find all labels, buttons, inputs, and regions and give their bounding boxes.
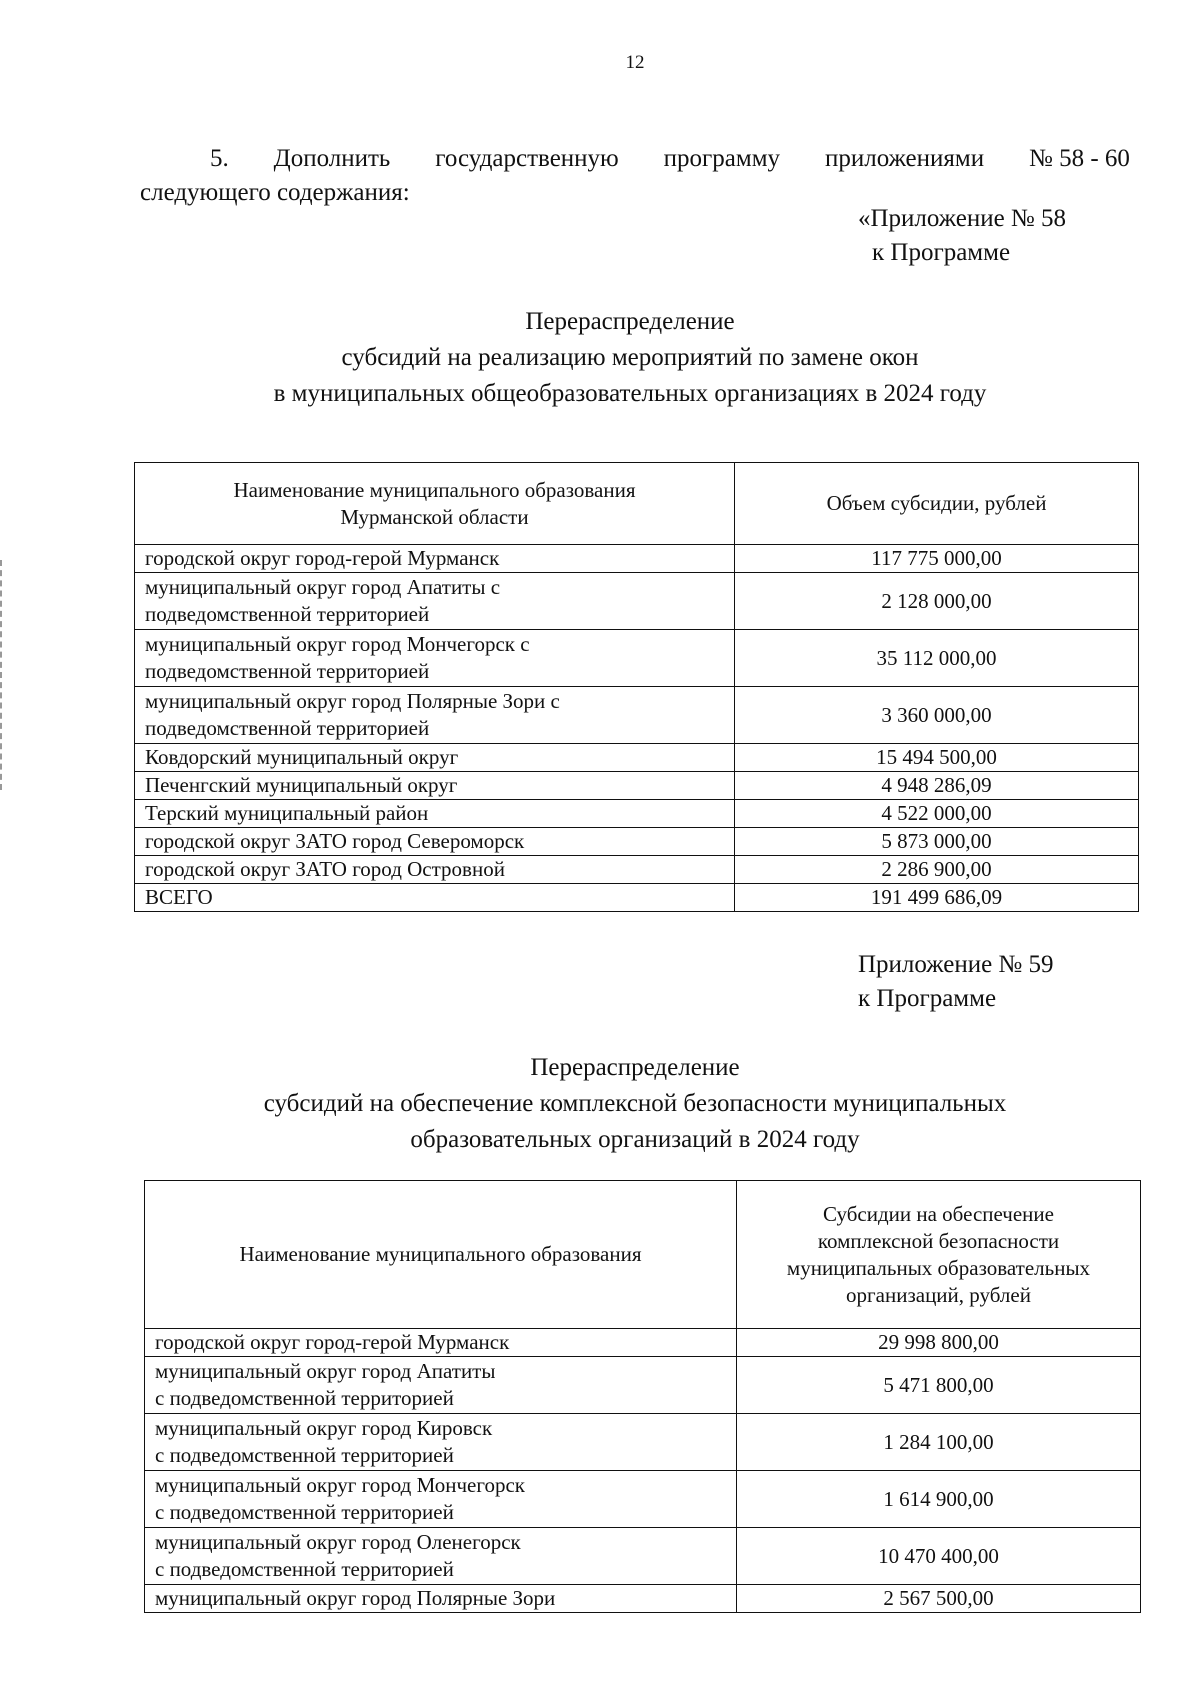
row-name: ВСЕГО (135, 884, 735, 912)
row-name: муниципальный округ город Мончегорск с подведомственной территорией (145, 1471, 737, 1528)
row-value: 1 614 900,00 (737, 1471, 1141, 1528)
row-value: 5 873 000,00 (735, 828, 1139, 856)
row-value: 5 471 800,00 (737, 1357, 1141, 1414)
annex58-title-line3: в муниципальных общеобразовательных организациях в 2024 году (273, 380, 987, 407)
annex59-title-line2: субсидий на обеспечение комплексной безопасности муниципальных (263, 1090, 1007, 1117)
row-value: 2 567 500,00 (737, 1585, 1141, 1613)
table-row (135, 856, 1139, 884)
table-row (135, 687, 1139, 744)
page-number: 12 (625, 52, 645, 73)
annex58-header-row (135, 463, 1139, 545)
row-value: 15 494 500,00 (735, 744, 1139, 772)
row-value: 191 499 686,09 (735, 884, 1139, 912)
row-name: муниципальный округ город Апатиты с подведомственной территорией (145, 1357, 737, 1414)
table-row (135, 744, 1139, 772)
annex58-title (135, 304, 1125, 412)
row-name: муниципальный округ город Апатиты с подведомственной территорией (135, 573, 735, 630)
annex59-line1: Приложение № 59 (858, 951, 1054, 978)
table-row (135, 630, 1139, 687)
row-name: муниципальный округ город Полярные Зори с подведомственной территорией (135, 687, 735, 744)
intro-word: приложениями (824, 145, 985, 172)
annex58-line1: «Приложение № 58 (858, 205, 1067, 232)
row-name: Терский муниципальный район (135, 800, 735, 828)
table-row (145, 1528, 1141, 1585)
intro-word: программу (663, 145, 781, 172)
row-name: Ковдорский муниципальный округ (135, 744, 735, 772)
intro-word: № 58 - 60 (1029, 145, 1130, 172)
intro-word: 5. (210, 145, 229, 172)
annex59-title-line1: Перераспределение (530, 1054, 740, 1081)
table-row (145, 1585, 1141, 1613)
row-value: 1 284 100,00 (737, 1414, 1141, 1471)
row-value: 117 775 000,00 (735, 545, 1139, 573)
intro-paragraph (140, 142, 1130, 210)
row-name: муниципальный округ город Мончегорск с подведомственной территорией (135, 630, 735, 687)
table-row-total (135, 884, 1139, 912)
intro-line-2: следующего содержания: (140, 179, 410, 206)
annex58-title-line2: субсидий на реализацию мероприятий по замене окон (341, 344, 919, 371)
row-name: городской округ город-герой Мурманск (145, 1329, 737, 1357)
row-name: городской округ ЗАТО город Островной (135, 856, 735, 884)
annex58-header-value: Объем субсидии, рублей (735, 463, 1139, 545)
table-row (135, 828, 1139, 856)
row-value: 10 470 400,00 (737, 1528, 1141, 1585)
annex58-table (134, 462, 1139, 912)
row-name: городской округ город-герой Мурманск (135, 545, 735, 573)
table-row (145, 1329, 1141, 1357)
row-value: 4 948 286,09 (735, 772, 1139, 800)
row-name: муниципальный округ город Оленегорск с подведомственной территорией (145, 1528, 737, 1585)
annex59-line2: к Программе (858, 985, 997, 1012)
row-value: 3 360 000,00 (735, 687, 1139, 744)
row-value: 2 286 900,00 (735, 856, 1139, 884)
annex58-header-name: Наименование муниципального образования Мурманской области (135, 463, 735, 545)
annex59-header-row (145, 1181, 1141, 1329)
row-value: 35 112 000,00 (735, 630, 1139, 687)
row-name: муниципальный округ город Полярные Зори (145, 1585, 737, 1613)
row-name: Печенгский муниципальный округ (135, 772, 735, 800)
table-row (145, 1357, 1141, 1414)
row-value: 4 522 000,00 (735, 800, 1139, 828)
intro-word: государственную (435, 145, 619, 172)
annex59-table (144, 1180, 1141, 1613)
scan-edge-mark (0, 560, 5, 790)
row-value: 2 128 000,00 (735, 573, 1139, 630)
row-name: городской округ ЗАТО город Североморск (135, 828, 735, 856)
row-name: муниципальный округ город Кировск с подведомственной территорией (145, 1414, 737, 1471)
table-row (135, 545, 1139, 573)
row-value: 29 998 800,00 (737, 1329, 1141, 1357)
table-row (135, 573, 1139, 630)
intro-line-1 (140, 142, 1130, 176)
intro-word: Дополнить (273, 145, 391, 172)
annex59-title (140, 1050, 1130, 1158)
annex59-header-name: Наименование муниципального образования (145, 1181, 737, 1329)
table-row (145, 1414, 1141, 1471)
annex59-title-line3: образовательных организаций в 2024 году (410, 1126, 860, 1153)
annex58-line2: к Программе (872, 239, 1011, 266)
annex59-header-value: Субсидии на обеспечение комплексной безопасности муниципальных образовательных организаций, рублей (737, 1181, 1141, 1329)
table-row (135, 800, 1139, 828)
annex58-title-line1: Перераспределение (525, 308, 735, 335)
table-row (145, 1471, 1141, 1528)
table-row (135, 772, 1139, 800)
